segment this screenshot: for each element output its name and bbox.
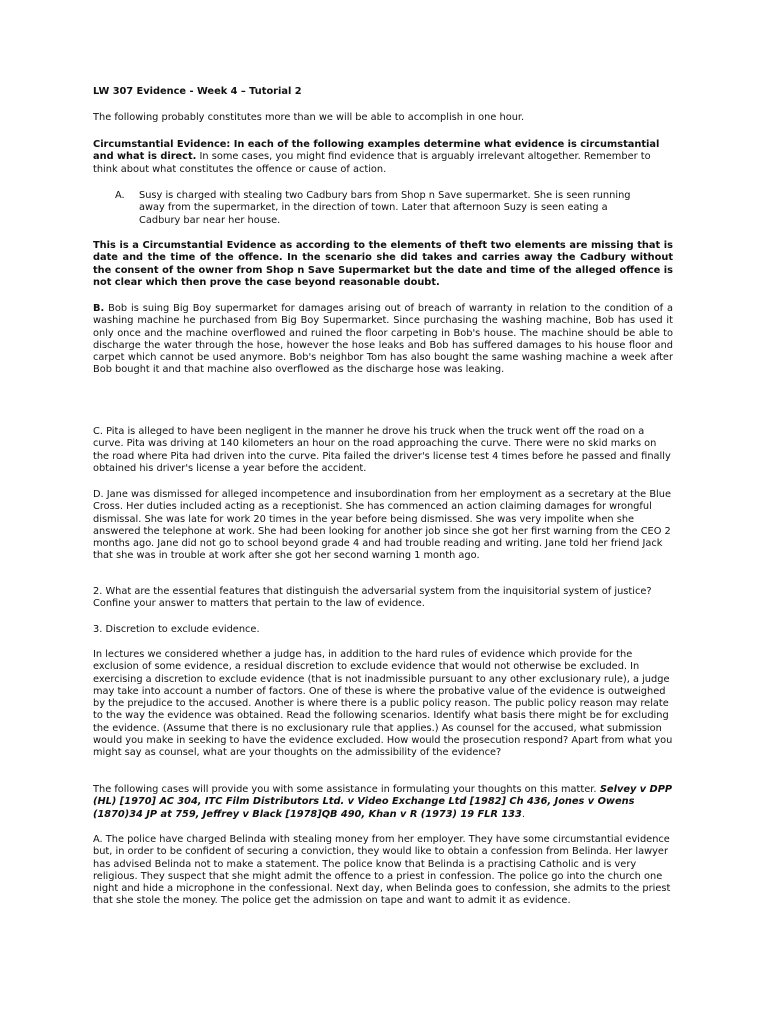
circumstantial-heading: Circumstantial Evidence: In each of the following examples determine what evidence is circumstantial and what is direct. xyxy=(93,139,660,163)
item-a-text: Susy is charged with stealing two Cadbury bars from Shop n Save supermarket. She is seen running away from the supermarket, in the direction of town. Later that afternoon Suzy is seen eating a Cadbury bar near her house. xyxy=(139,190,631,226)
cases-paragraph xyxy=(93,784,673,821)
cases-end: . xyxy=(521,808,525,820)
item-c: C. Pita is alleged to have been negligent in the manner he drove his truck when the truck went off the road on a curve. Pita was driving at 140 kilometers an hour on the road approaching the curve. There were no skid marks on the road where Pita had driven into the curve. Pita failed the driver's license test 4 times before he passed and finally obtained his driver's license a year before the accident. xyxy=(93,426,671,474)
intro-paragraph: The following probably constitutes more than we will be able to accomplish in one hour. xyxy=(93,112,525,123)
lectures-paragraph: In lectures we considered whether a judge has, in addition to the hard rules of evidence which provide for the exclusion of some evidence, a residual discretion to exclude evidence that would not otherwise be excluded. In exercising a discretion to exclude evidence (that is not inadmissible pursuant to any other exclusionary rule), a judge may take into account a number of factors. One of these is where the probative value of the evidence is outweighed by the prejudice to the accused. Another is where there is a public policy reason. The public policy reason may relate to the way the evidence was obtained. Read the following scenarios. Identify what basis there might be for excluding the evidence. (Assume that there is no exclusionary rule that applies.) As counsel for the accused, what submission would you make in seeking to have the evidence excluded. How would the prosecution respond? Apart from what you might say as counsel, what are your thoughts on the admissibility of the evidence? xyxy=(93,649,673,759)
item-b-text: Bob is suing Big Boy supermarket for damages arising out of breach of warranty in relation to the condition of a washing machine he purchased from Big Boy Supermarket. Since purchasing the washing machine, Bob has used it only once and the machine overflowed and ruined the floor carpeting in Bob's house. The machine should be able to discharge the water through the hose, however the hose leaks and Bob has suffered damages to his house floor and carpet which cannot be used anymore. Bob's neighbor Tom has also bought the same washing machine a week after Bob bought it and that machine also overflowed as the discharge hose was leaking. xyxy=(93,303,673,376)
item-a-label: A. xyxy=(115,190,125,201)
page-title: LW 307 Evidence - Week 4 – Tutorial 2 xyxy=(93,86,302,97)
item-d: D. Jane was dismissed for alleged incompetence and insubordination from her employment as a secretary at the Blue Cross. Her duties included acting as a receptionist. She has commenced an action claiming damages for wrongful dismissal. She was late for work 20 times in the year before being dismissed. She was very impolite when she answered the telephone at work. She had been looking for another job since she got her first warning from the CEO 2 months ago. Jane did not go to school beyond grade 4 and had trouble reading and writing. Jane told her friend Jack that she was in trouble at work after she got her second warning 1 month ago. xyxy=(93,489,672,562)
cases-intro: The following cases will provide you with some assistance in formulating your thoughts on this matter. xyxy=(93,784,597,795)
item-b xyxy=(93,303,673,377)
item-b-label: B. xyxy=(93,303,105,314)
answer-a: This is a Circumstantial Evidence as according to the elements of theft two elements are missing that is date and the time of the offence. In the scenario she did takes and carries away the Cadbury without the consent of the owner from Shop n Save Supermarket but the date and time of the alleged offence is not clear which then prove the case beyond reasonable doubt. xyxy=(93,240,673,288)
circumstantial-instructions: In some cases, you might find evidence that is arguably irrelevant altogether. Remember to think about what constitutes the offence or cause of action. xyxy=(93,151,651,175)
question-2: 2. What are the essential features that distinguish the adversarial system from the inquisitorial system of justice? Confine your answer to matters that pertain to the law of evidence. xyxy=(93,586,652,610)
question-3: 3. Discretion to exclude evidence. xyxy=(93,624,260,635)
circumstantial-paragraph xyxy=(93,139,673,176)
cases-citations: Selvey v DPP (HL) [1970] AC 304, ITC Film Distributors Ltd. v Video Exchange Ltd [1982] Ch 436, Jones v Owens (1870)34 JP at 759, Jeffrey v Black [1978]QB 490, Khan v R (1973) 19 FLR 133 xyxy=(93,784,673,820)
scenario-a: A. The police have charged Belinda with stealing money from her employer. They have some circumstantial evidence but, in order to be confident of securing a conviction, they would like to obtain a confession from Belinda. Her lawyer has advised Belinda not to make a statement. The police know that Belinda is a practising Catholic and is very religious. They suspect that she might admit the offence to a priest in confession. The police go into the church one night and hide a microphone in the confessional. Next day, when Belinda goes to confession, she admits to the priest that she stole the money. The police get the admission on tape and want to admit it as evidence. xyxy=(93,834,671,907)
